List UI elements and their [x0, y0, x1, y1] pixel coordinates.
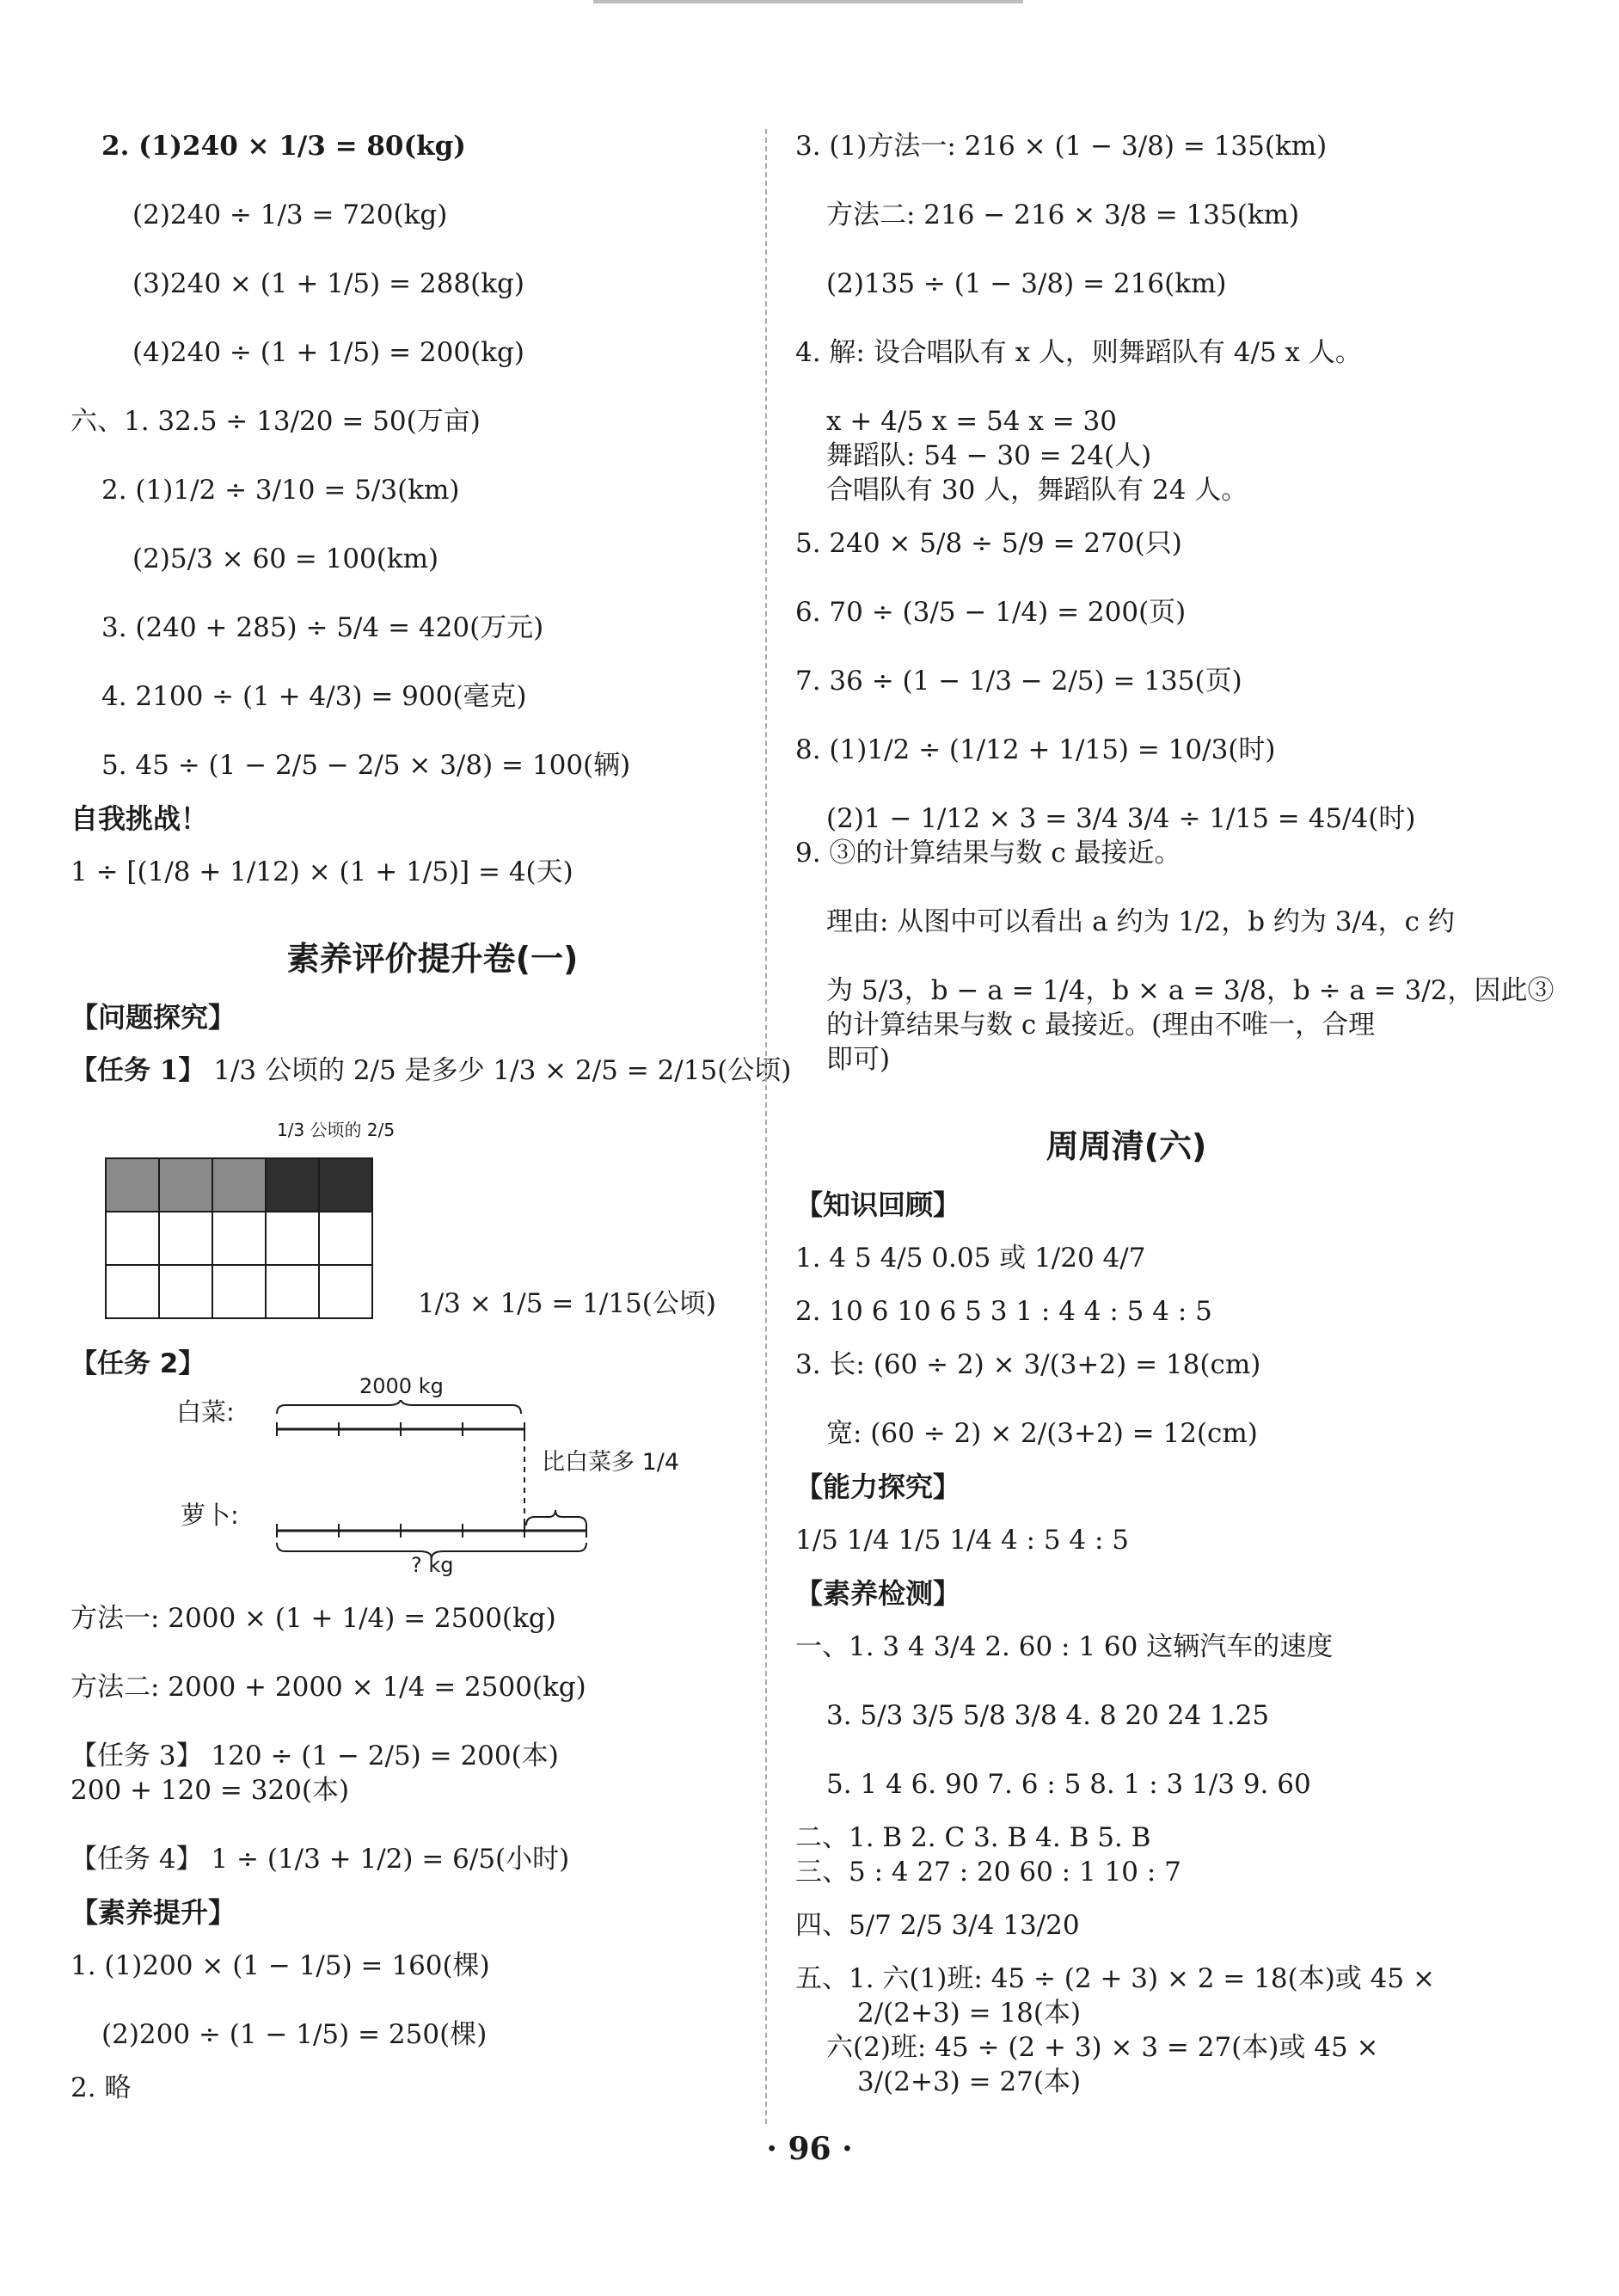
- grid-cell: [159, 1212, 212, 1265]
- test-line: 3/(2+3) = 27(本): [857, 2066, 1082, 2097]
- grid-cell: [212, 1265, 266, 1318]
- answer-line: 4. 2100 ÷ (1 + 4/3) = 900(毫克): [101, 681, 527, 712]
- task2-method2: 方法二: 2000 + 2000 × 1/4 = 2500(kg): [71, 1672, 586, 1703]
- page-number: · 96 ·: [766, 2131, 853, 2167]
- grid-cell: [212, 1212, 266, 1265]
- grid-answer: 1/3 × 1/5 = 1/15(公顷): [418, 1288, 716, 1319]
- answer-line: 为 5/3，b − a = 1/4，b × a = 3/8，b ÷ a = 3/2，因此③: [826, 975, 1555, 1006]
- grid-cell: [159, 1265, 212, 1318]
- grid-cell: [266, 1265, 319, 1318]
- answer-line: 方法二: 216 − 216 × 3/8 = 135(km): [826, 200, 1300, 230]
- heading-explore: 【问题探究】: [71, 1001, 236, 1034]
- task1-label: 【任务 1】: [71, 1055, 205, 1086]
- grid-cell: [319, 1212, 372, 1265]
- review-line: 2. 10 6 10 6 5 3 1 : 4 4 : 5 4 : 5: [795, 1296, 1212, 1327]
- challenge-line: 1 ÷ [(1/8 + 1/12) × (1 + 1/5)] = 4(天): [71, 856, 573, 887]
- answer-line: 7. 36 ÷ (1 − 1/3 − 2/5) = 135(页): [795, 666, 1242, 697]
- heading-improve: 【素养提升】: [71, 1896, 236, 1929]
- area-grid: [105, 1157, 373, 1319]
- grid-cell: [319, 1158, 372, 1212]
- answer-line: (2)1 − 1/12 × 3 = 3/4 3/4 ÷ 1/15 = 45/4(时): [826, 803, 1416, 834]
- answer-line: 8. (1)1/2 ÷ (1/12 + 1/15) = 10/3(时): [795, 734, 1276, 765]
- answer-line: 即可): [826, 1044, 891, 1075]
- answer-line: x + 4/5 x = 54 x = 30: [826, 406, 1117, 437]
- test-line: 2/(2+3) = 18(本): [857, 1998, 1082, 2029]
- answer-line: 4. 解: 设合唱队有 x 人，则舞蹈队有 4/5 x 人。: [795, 337, 1362, 368]
- right-column: [795, 129, 1555, 2099]
- test-line: 3. 5/3 3/5 5/8 3/8 4. 8 20 24 1.25: [826, 1700, 1270, 1731]
- answer-line: 六、1. 32.5 ÷ 13/20 = 50(万亩): [71, 406, 481, 437]
- answer-line: (3)240 × (1 + 1/5) = 288(kg): [132, 268, 524, 299]
- grid-cell: [212, 1158, 266, 1212]
- section-title-assessment: 素养评价提升卷(一): [286, 940, 579, 978]
- grid-cell: [319, 1265, 372, 1318]
- grid-cell: [266, 1158, 319, 1212]
- answer-line: 3. (240 + 285) ÷ 5/4 = 420(万元): [101, 612, 544, 643]
- heading-review: 【知识回顾】: [795, 1188, 961, 1221]
- task2-method1: 方法一: 2000 × (1 + 1/4) = 2500(kg): [71, 1603, 556, 1634]
- ability-line: 1/5 1/4 1/5 1/4 4 : 5 4 : 5: [795, 1525, 1130, 1556]
- left-column-lower: [71, 1601, 764, 2105]
- answer-line: 舞蹈队: 54 − 30 = 24(人): [826, 440, 1152, 471]
- test-line: 六(2)班: 45 ÷ (2 + 3) × 3 = 27(本)或 45 ×: [826, 2032, 1379, 2063]
- task2-label: 【任务 2】: [71, 1348, 205, 1379]
- answer-line: 理由: 从图中可以看出 a 约为 1/2，b 约为 3/4，c 约: [826, 906, 1455, 937]
- test-line: 三、5 : 4 27 : 20 60 : 1 10 : 7: [795, 1857, 1181, 1888]
- answer-line: (2)240 ÷ 1/3 = 720(kg): [132, 200, 448, 230]
- answer-line: 9. ③的计算结果与数 c 最接近。: [795, 838, 1181, 869]
- extra-brace: [526, 1510, 586, 1526]
- answer-line: (4)240 ÷ (1 + 1/5) = 200(kg): [132, 337, 524, 368]
- review-line: 宽: (60 ÷ 2) × 2/(3+2) = 12(cm): [826, 1418, 1258, 1449]
- answer-line: 的计算结果与数 c 最接近。(理由不唯一，合理: [826, 1010, 1376, 1041]
- improve-line: 2. 略: [71, 2072, 132, 2103]
- test-line: 五、1. 六(1)班: 45 ÷ (2 + 3) × 2 = 18(本)或 45 ×: [795, 1963, 1435, 1994]
- segment-diagram: [258, 1400, 602, 1563]
- task1-line: [71, 1053, 792, 1088]
- radish-label: 萝卜:: [181, 1501, 239, 1530]
- task3-line2: 200 + 120 = 320(本): [71, 1775, 350, 1806]
- task3-line: 【任务 3】 120 ÷ (1 − 2/5) = 200(本): [71, 1740, 559, 1771]
- answer-line: 3. (1)方法一: 216 × (1 − 3/8) = 135(km): [795, 131, 1328, 162]
- answer-line: 合唱队有 30 人，舞蹈队有 24 人。: [826, 475, 1248, 506]
- challenge-heading: 自我挑战！: [71, 802, 209, 835]
- review-line: 1. 4 5 4/5 0.05 或 1/20 4/7: [795, 1243, 1146, 1274]
- grid-cell: [106, 1158, 159, 1212]
- grid-cell: [266, 1212, 319, 1265]
- test-line: 一、1. 3 4 3/4 2. 60 : 1 60 这辆汽车的速度: [795, 1631, 1334, 1662]
- task4-line: 【任务 4】 1 ÷ (1/3 + 1/2) = 6/5(小时): [71, 1844, 570, 1875]
- top-brace: [277, 1400, 521, 1414]
- answer-line: 2. (1)240 × 1/3 = 80(kg): [101, 131, 466, 162]
- answer-line: (2)5/3 × 60 = 100(km): [132, 543, 439, 574]
- answer-line: 5. 240 × 5/8 ÷ 5/9 = 270(只): [795, 528, 1182, 559]
- answer-line: (2)135 ÷ (1 − 3/8) = 216(km): [826, 268, 1227, 299]
- heading-test: 【素养检测】: [795, 1577, 961, 1610]
- task1-text: 1/3 公顷的 2/5 是多少 1/3 × 2/5 = 2/15(公顷): [213, 1055, 792, 1086]
- test-line: 二、1. B 2. C 3. B 4. B 5. B: [795, 1822, 1151, 1853]
- review-line: 3. 长: (60 ÷ 2) × 3/(3+2) = 18(cm): [795, 1349, 1261, 1380]
- bottom-brace: [277, 1543, 586, 1558]
- bottom-value: ? kg: [411, 1553, 454, 1577]
- top-edge-rule: [593, 0, 1023, 3]
- answer-line: 5. 45 ÷ (1 − 2/5 − 2/5 × 3/8) = 100(辆): [101, 750, 631, 781]
- grid-caption: 1/3 公顷的 2/5: [277, 1120, 396, 1140]
- more-label: 比白菜多 1/4: [542, 1449, 680, 1476]
- answer-line: 2. (1)1/2 ÷ 3/10 = 5/3(km): [101, 475, 460, 506]
- top-value: 2000 kg: [359, 1374, 444, 1398]
- grid-cell: [106, 1212, 159, 1265]
- test-line: 四、5/7 2/5 3/4 13/20: [795, 1910, 1080, 1941]
- column-divider: [765, 129, 767, 2124]
- section-title-weekly: 周周清(六): [1046, 1127, 1207, 1165]
- test-line: 5. 1 4 6. 90 7. 6 : 5 8. 1 : 3 1/3 9. 60: [826, 1769, 1311, 1800]
- left-column: [71, 129, 792, 1088]
- cabbage-label: 白菜:: [176, 1397, 235, 1427]
- improve-line: 1. (1)200 × (1 − 1/5) = 160(棵): [71, 1950, 490, 1981]
- heading-ability: 【能力探究】: [795, 1470, 961, 1503]
- answer-line: 6. 70 ÷ (3/5 − 1/4) = 200(页): [795, 597, 1187, 628]
- grid-cell: [159, 1158, 212, 1212]
- grid-cell: [106, 1265, 159, 1318]
- improve-line: (2)200 ÷ (1 − 1/5) = 250(棵): [101, 2019, 488, 2050]
